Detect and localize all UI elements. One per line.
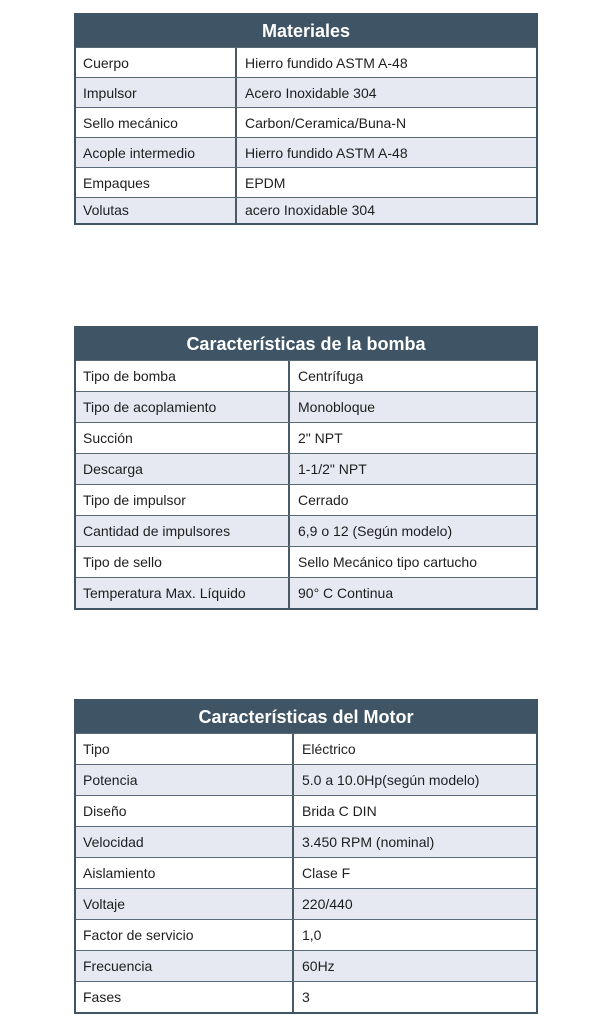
table-row xyxy=(76,484,536,515)
row-label: Velocidad xyxy=(76,827,294,857)
row-label: Empaques xyxy=(76,168,237,197)
row-value: EPDM xyxy=(245,175,286,191)
row-value: 2" NPT xyxy=(298,430,343,446)
row-value: Cerrado xyxy=(298,492,349,508)
row-label: Tipo de acoplamiento xyxy=(76,392,290,422)
row-value: Hierro fundido ASTM A-48 xyxy=(245,145,408,161)
row-label: Temperatura Max. Líquido xyxy=(76,578,290,608)
row-value: 1,0 xyxy=(302,927,322,943)
table-row xyxy=(76,919,536,950)
row-value: Acero Inoxidable 304 xyxy=(245,85,377,101)
table-row xyxy=(76,360,536,391)
table-row xyxy=(76,47,536,77)
table-row xyxy=(76,391,536,422)
table-row xyxy=(76,764,536,795)
materiales-title: Materiales xyxy=(76,15,536,47)
table-row xyxy=(76,515,536,546)
bomba-table xyxy=(74,326,538,610)
row-label: Diseño xyxy=(76,796,294,826)
row-label: Tipo de bomba xyxy=(76,361,290,391)
row-value: Hierro fundido ASTM A-48 xyxy=(245,55,408,71)
row-label: Voltaje xyxy=(76,889,294,919)
row-label: Cuerpo xyxy=(76,48,237,77)
row-value: 3 xyxy=(302,989,310,1005)
table-row xyxy=(76,167,536,197)
table-row xyxy=(76,422,536,453)
row-label: Cantidad de impulsores xyxy=(76,516,290,546)
materiales-table xyxy=(74,13,538,225)
bomba-title: Características de la bomba xyxy=(76,328,536,360)
row-label: Potencia xyxy=(76,765,294,795)
row-value: acero Inoxidable 304 xyxy=(245,202,375,218)
row-label: Impulsor xyxy=(76,78,237,107)
table-row xyxy=(76,77,536,107)
row-value: 1-1/2" NPT xyxy=(298,461,367,477)
table-row xyxy=(76,197,536,223)
table-row xyxy=(76,795,536,826)
row-label: Sello mecánico xyxy=(76,108,237,137)
table-row xyxy=(76,888,536,919)
table-row xyxy=(76,137,536,167)
row-value: Eléctrico xyxy=(302,741,356,757)
row-value: 5.0 a 10.0Hp(según modelo) xyxy=(302,772,480,788)
table-row xyxy=(76,453,536,484)
row-label: Aislamiento xyxy=(76,858,294,888)
row-value: 220/440 xyxy=(302,896,353,912)
row-label: Fases xyxy=(76,982,294,1012)
motor-title: Características del Motor xyxy=(76,701,536,733)
row-label: Tipo de sello xyxy=(76,547,290,577)
row-value: Centrífuga xyxy=(298,368,364,384)
table-row xyxy=(76,546,536,577)
table-row xyxy=(76,981,536,1012)
row-label: Descarga xyxy=(76,454,290,484)
table-row xyxy=(76,107,536,137)
row-label: Frecuencia xyxy=(76,951,294,981)
row-value: 60Hz xyxy=(302,958,335,974)
row-value: Monobloque xyxy=(298,399,376,415)
row-value: 90° C Continua xyxy=(298,585,394,601)
row-value: Brida C DIN xyxy=(302,803,377,819)
row-value: Clase F xyxy=(302,865,351,881)
row-label: Tipo xyxy=(76,734,294,764)
table-row xyxy=(76,577,536,608)
row-label: Factor de servicio xyxy=(76,920,294,950)
table-row xyxy=(76,733,536,764)
row-label: Acople intermedio xyxy=(76,138,237,167)
table-row xyxy=(76,950,536,981)
row-label: Volutas xyxy=(76,198,237,223)
table-row xyxy=(76,826,536,857)
row-value: 6,9 o 12 (Según modelo) xyxy=(298,523,453,539)
row-value: Sello Mecánico tipo cartucho xyxy=(298,554,477,570)
row-value: 3.450 RPM (nominal) xyxy=(302,834,435,850)
table-row xyxy=(76,857,536,888)
motor-table xyxy=(74,699,538,1014)
row-value: Carbon/Ceramica/Buna-N xyxy=(245,115,407,131)
row-label: Tipo de impulsor xyxy=(76,485,290,515)
row-label: Succión xyxy=(76,423,290,453)
